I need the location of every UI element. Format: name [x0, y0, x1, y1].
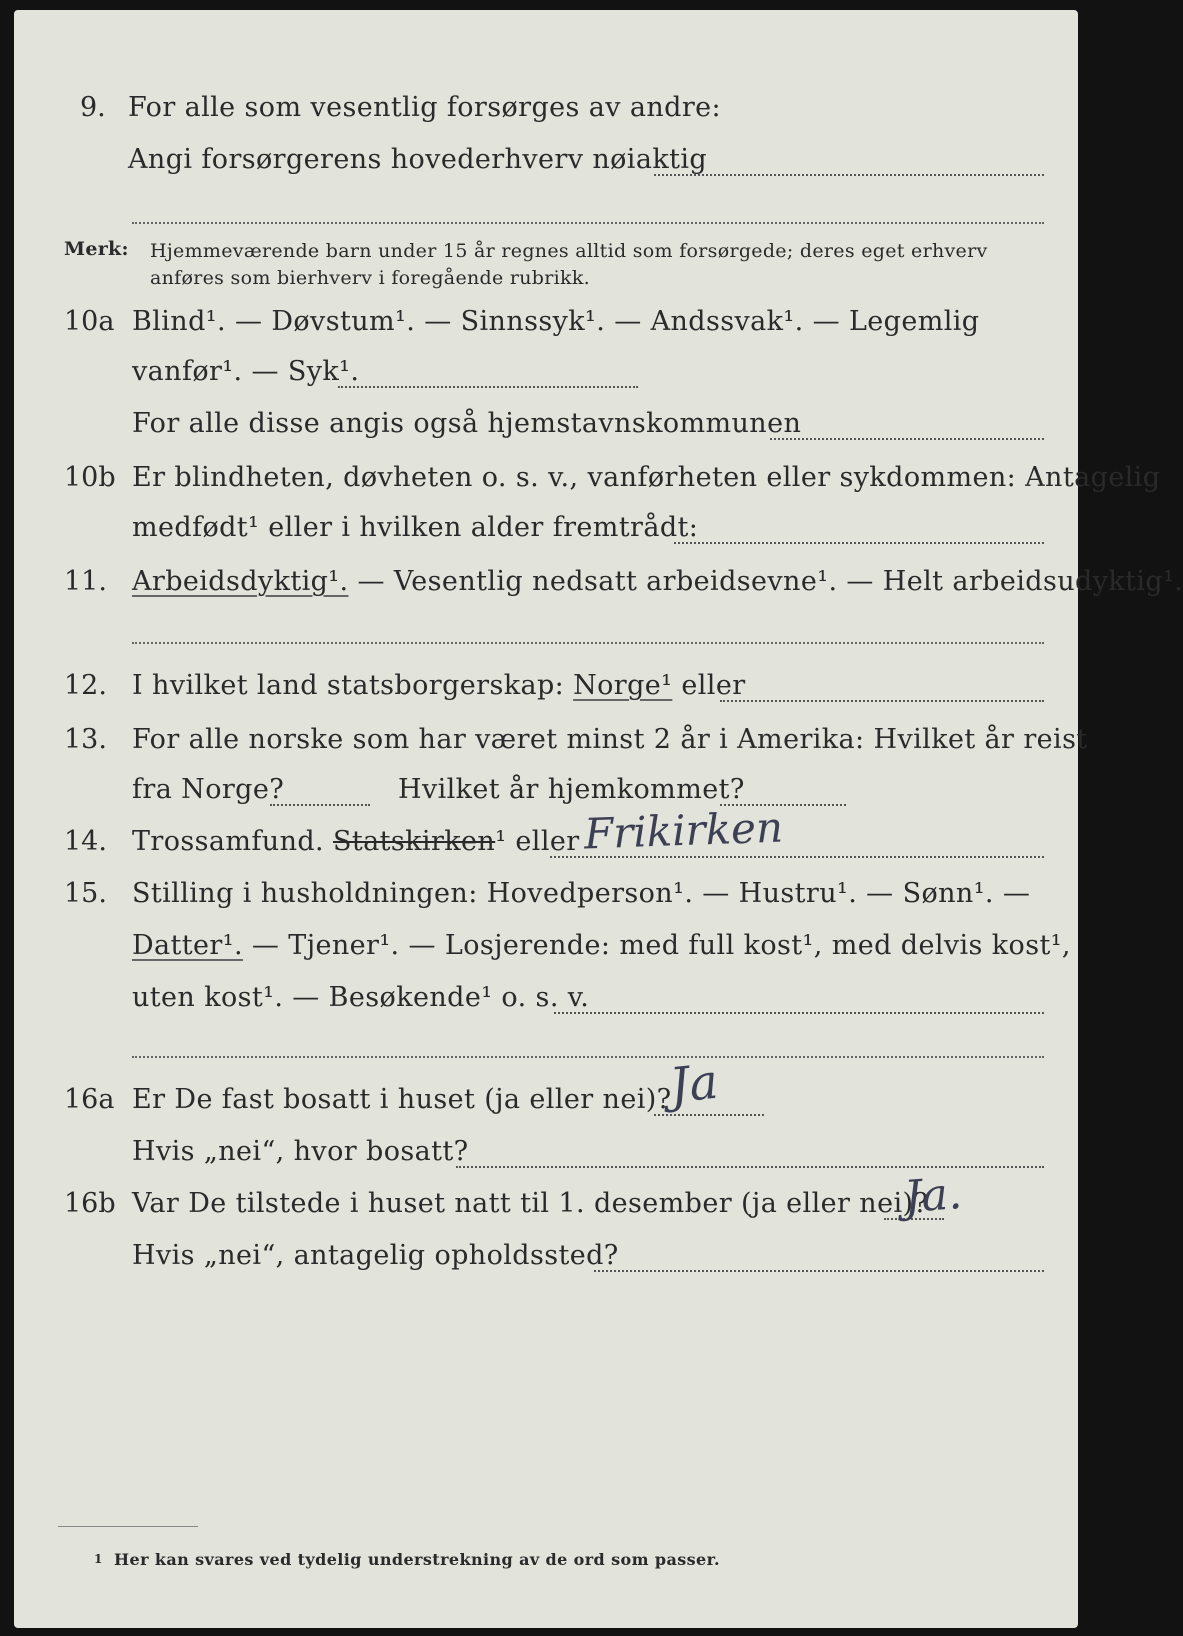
q15-line2 — [132, 930, 1071, 961]
q9-number: 9. — [80, 92, 106, 123]
q11-number: 11. — [64, 566, 107, 597]
q16a-line1: Er De fast bosatt i huset (ja eller nei)? — [132, 1084, 672, 1115]
q10a-kommune-line — [770, 438, 1044, 440]
q15-answer-line — [554, 1012, 1044, 1014]
q16a-line2: Hvis „nei“, hvor bosatt? — [132, 1136, 469, 1167]
q11-text — [132, 566, 1183, 597]
q16b-line2: Hvis „nei“, antagelig opholdssted? — [132, 1240, 619, 1271]
q10b-line2: medfødt¹ eller i hvilken alder fremtrådt: — [132, 512, 699, 543]
footnote-mark: 1 — [94, 1552, 103, 1566]
footnote-divider — [58, 1526, 198, 1527]
q13-reist-line — [270, 804, 370, 806]
merk-line1: Hjemmeværende barn under 15 år regnes alltid som forsørgede; deres eget erhverv — [150, 240, 988, 262]
q12-number: 12. — [64, 670, 107, 701]
q16a-number: 16a — [64, 1084, 115, 1115]
q12-eller: eller — [672, 670, 746, 701]
q10a-line3: For alle disse angis også hjemstavnskommunen — [132, 408, 802, 439]
q15-line2-rest: — Tjener¹. — Losjerende: med full kost¹, med delvis kost¹, — [242, 930, 1071, 961]
census-form-page — [14, 10, 1183, 1628]
q13-line2a: fra Norge? — [132, 774, 285, 805]
q14-number: 14. — [64, 826, 107, 857]
q13-number: 13. — [64, 724, 107, 755]
q10a-syk-line — [338, 386, 638, 388]
footnote-text: Her kan svares ved tydelig understrekning av de ord som passer. — [114, 1550, 720, 1569]
q15-selected-option: Datter¹. — [132, 930, 243, 961]
q12-selected-option: Norge¹ — [573, 670, 673, 701]
q14-text — [132, 826, 580, 857]
q9-extra-line — [132, 222, 1044, 224]
merk-label: Merk: — [64, 238, 129, 260]
q10a-line2: vanfør¹. — Syk¹. — [132, 356, 360, 387]
q16a-handwritten-answer: Ja — [667, 1053, 721, 1115]
q10b-line1: Er blindheten, døvheten o. s. v., vanførheten eller sykdommen: Antagelig — [132, 462, 1161, 493]
q9-answer-line — [654, 174, 1044, 176]
q15-extra-line — [132, 1056, 1044, 1058]
q10b-answer-line — [674, 542, 1044, 544]
q13-line2b: Hvilket år hjemkommet? — [398, 774, 745, 805]
q9-line1: For alle som vesentlig forsørges av andre: — [128, 92, 722, 123]
q11-selected-option: Arbeidsdyktig¹. — [132, 566, 349, 597]
merk-line2: anføres som bierhverv i foregående rubrikk. — [150, 267, 590, 289]
q16b-number: 16b — [64, 1188, 116, 1219]
q12-text — [132, 670, 746, 701]
q15-line1: Stilling i husholdningen: Hovedperson¹. — Hustru¹. — Sønn¹. — — [132, 878, 1031, 909]
q14-eller: ¹ eller — [495, 826, 580, 857]
q16b-line1: Var De tilstede i huset natt til 1. desember (ja eller nei)? — [132, 1188, 929, 1219]
q10a-line1: Blind¹. — Døvstum¹. — Sinnssyk¹. — Andssvak¹. — Legemlig — [132, 306, 980, 337]
q12-answer-line — [720, 700, 1044, 702]
q16b-opholdssted-line — [594, 1270, 1044, 1272]
q16a-answer-line — [654, 1114, 764, 1116]
q11-rest: — Vesentlig nedsatt arbeidsevne¹. — Helt arbeidsudyktig¹. — [348, 566, 1183, 597]
q10b-number: 10b — [64, 462, 116, 493]
q10a-number: 10a — [64, 306, 115, 337]
q15-line3: uten kost¹. — Besøkende¹ o. s. v. — [132, 982, 590, 1013]
q16b-handwritten-answer: Ja. — [902, 1168, 964, 1223]
q14-question: Trossamfund. — [132, 826, 334, 857]
q14-struck-option: Statskirken — [333, 826, 496, 857]
q14-handwritten-answer: Frikirken — [583, 802, 784, 859]
q13-line1: For alle norske som har været minst 2 år i Amerika: Hvilket år reist — [132, 724, 1088, 755]
q12-question: I hvilket land statsborgerskap: — [132, 670, 574, 701]
q11-extra-line — [132, 642, 1044, 644]
q9-line2: Angi forsørgerens hovederhverv nøiaktig — [128, 144, 708, 175]
q15-number: 15. — [64, 878, 107, 909]
